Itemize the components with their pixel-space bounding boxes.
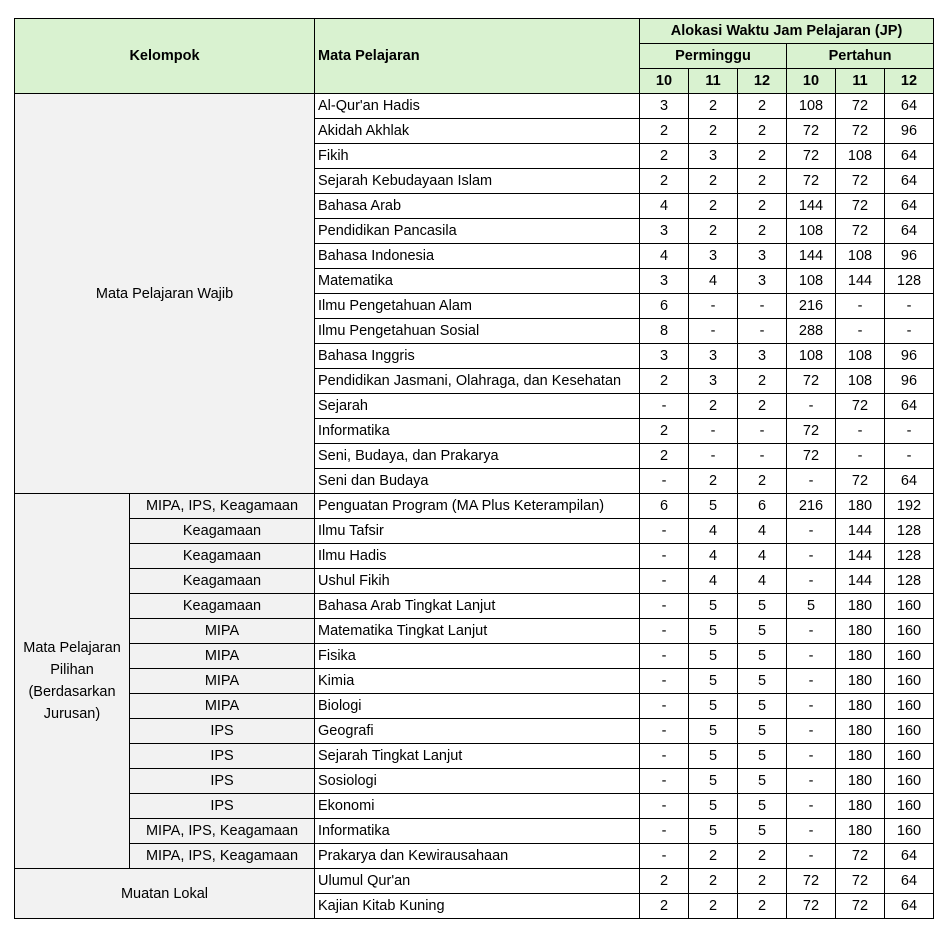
jurusan-cell: IPS <box>130 769 315 794</box>
jp-value-cell: 72 <box>787 169 836 194</box>
jp-value-cell: 2 <box>689 169 738 194</box>
table-row <box>15 719 934 744</box>
jp-value-cell: 108 <box>836 369 885 394</box>
jp-value-cell: 72 <box>836 219 885 244</box>
group-lokal: Muatan Lokal <box>15 869 315 919</box>
jp-value-cell: - <box>738 444 787 469</box>
jp-value-cell: - <box>640 644 689 669</box>
jp-value-cell: 5 <box>689 494 738 519</box>
table-row <box>15 744 934 769</box>
jp-value-cell: 2 <box>738 169 787 194</box>
jp-value-cell: 4 <box>640 244 689 269</box>
table-row <box>15 594 934 619</box>
subject-cell: Sejarah Kebudayaan Islam <box>315 169 640 194</box>
jp-value-cell: 180 <box>836 694 885 719</box>
subject-cell: Geografi <box>315 719 640 744</box>
jp-value-cell: 144 <box>836 519 885 544</box>
jp-value-cell: 64 <box>885 169 934 194</box>
jp-value-cell: 3 <box>738 244 787 269</box>
jp-value-cell: 5 <box>787 594 836 619</box>
jurusan-cell: IPS <box>130 794 315 819</box>
jp-value-cell: 108 <box>787 344 836 369</box>
jp-value-cell: - <box>787 844 836 869</box>
jp-value-cell: - <box>640 519 689 544</box>
jp-value-cell: - <box>689 444 738 469</box>
jp-value-cell: 5 <box>738 819 787 844</box>
subject-cell: Sejarah Tingkat Lanjut <box>315 744 640 769</box>
curriculum-table <box>14 18 934 919</box>
jp-value-cell: 3 <box>640 219 689 244</box>
jp-value-cell: 5 <box>738 594 787 619</box>
jp-value-cell: 5 <box>689 644 738 669</box>
jurusan-cell: MIPA <box>130 694 315 719</box>
jp-value-cell: 72 <box>787 894 836 919</box>
header-alokasi: Alokasi Waktu Jam Pelajaran (JP) <box>640 19 934 44</box>
subject-cell: Bahasa Arab Tingkat Lanjut <box>315 594 640 619</box>
subject-cell: Informatika <box>315 419 640 444</box>
jp-value-cell: 2 <box>689 94 738 119</box>
jp-value-cell: 5 <box>738 694 787 719</box>
jurusan-cell: Keagamaan <box>130 544 315 569</box>
jp-value-cell: 2 <box>738 94 787 119</box>
subject-cell: Fikih <box>315 144 640 169</box>
jp-value-cell: 5 <box>689 794 738 819</box>
jp-value-cell: 64 <box>885 869 934 894</box>
jp-value-cell: - <box>689 294 738 319</box>
jurusan-cell: IPS <box>130 744 315 769</box>
jp-value-cell: 108 <box>836 344 885 369</box>
jp-value-cell: - <box>640 694 689 719</box>
jp-value-cell: 6 <box>640 494 689 519</box>
jp-value-cell: 2 <box>689 894 738 919</box>
jp-value-cell: - <box>640 394 689 419</box>
subject-cell: Ilmu Tafsir <box>315 519 640 544</box>
jurusan-cell: MIPA, IPS, Keagamaan <box>130 494 315 519</box>
jp-value-cell: 144 <box>836 544 885 569</box>
jp-value-cell: 8 <box>640 319 689 344</box>
table-row <box>15 794 934 819</box>
jp-value-cell: 72 <box>787 419 836 444</box>
jurusan-cell: MIPA, IPS, Keagamaan <box>130 844 315 869</box>
subject-cell: Al-Qur'an Hadis <box>315 94 640 119</box>
table-row <box>15 844 934 869</box>
jp-value-cell: 72 <box>836 469 885 494</box>
jurusan-cell: MIPA <box>130 644 315 669</box>
jp-value-cell: 3 <box>689 244 738 269</box>
jp-value-cell: - <box>787 519 836 544</box>
jp-value-cell: 160 <box>885 769 934 794</box>
subject-cell: Ekonomi <box>315 794 640 819</box>
subject-cell: Kimia <box>315 669 640 694</box>
table-row <box>15 569 934 594</box>
jp-value-cell: - <box>689 319 738 344</box>
jp-value-cell: - <box>787 394 836 419</box>
jp-value-cell: 5 <box>738 769 787 794</box>
jp-value-cell: - <box>640 769 689 794</box>
grade-header: 10 <box>640 69 689 94</box>
jp-value-cell: 4 <box>689 519 738 544</box>
jp-value-cell: 6 <box>738 494 787 519</box>
jp-value-cell: 3 <box>689 144 738 169</box>
jp-value-cell: 2 <box>738 869 787 894</box>
jp-value-cell: 2 <box>738 394 787 419</box>
jp-value-cell: 180 <box>836 644 885 669</box>
jp-value-cell: 128 <box>885 519 934 544</box>
jp-value-cell: - <box>640 719 689 744</box>
jp-value-cell: 4 <box>738 569 787 594</box>
jurusan-cell: Keagamaan <box>130 519 315 544</box>
subject-cell: Ilmu Hadis <box>315 544 640 569</box>
jp-value-cell: 2 <box>689 219 738 244</box>
jp-value-cell: - <box>738 319 787 344</box>
jp-value-cell: - <box>640 794 689 819</box>
jp-value-cell: 3 <box>738 344 787 369</box>
jp-value-cell: 160 <box>885 744 934 769</box>
jp-value-cell: 5 <box>689 819 738 844</box>
jp-value-cell: 4 <box>689 544 738 569</box>
table-row <box>15 819 934 844</box>
table-row <box>15 644 934 669</box>
jp-value-cell: - <box>885 294 934 319</box>
header-pertahun: Pertahun <box>787 44 934 69</box>
jp-value-cell: - <box>738 419 787 444</box>
jp-value-cell: - <box>787 719 836 744</box>
grade-header: 12 <box>738 69 787 94</box>
jp-value-cell: 4 <box>689 569 738 594</box>
subject-cell: Sejarah <box>315 394 640 419</box>
subject-cell: Bahasa Arab <box>315 194 640 219</box>
jp-value-cell: 64 <box>885 194 934 219</box>
jp-value-cell: 180 <box>836 719 885 744</box>
jp-value-cell: 2 <box>640 169 689 194</box>
jp-value-cell: 2 <box>689 869 738 894</box>
jp-value-cell: 2 <box>738 894 787 919</box>
jp-value-cell: 72 <box>787 119 836 144</box>
jp-value-cell: 4 <box>738 544 787 569</box>
jp-value-cell: - <box>640 544 689 569</box>
table-row <box>15 544 934 569</box>
jp-value-cell: 180 <box>836 794 885 819</box>
subject-cell: Ushul Fikih <box>315 569 640 594</box>
jp-value-cell: - <box>836 319 885 344</box>
header-mata-pelajaran: Mata Pelajaran <box>315 19 640 94</box>
jp-value-cell: 5 <box>689 719 738 744</box>
jp-value-cell: 2 <box>689 469 738 494</box>
jp-value-cell: 64 <box>885 219 934 244</box>
jp-value-cell: 108 <box>787 94 836 119</box>
jp-value-cell: - <box>640 594 689 619</box>
jp-value-cell: 4 <box>640 194 689 219</box>
jp-value-cell: 64 <box>885 844 934 869</box>
jp-value-cell: 5 <box>738 719 787 744</box>
jurusan-cell: IPS <box>130 719 315 744</box>
jp-value-cell: - <box>787 619 836 644</box>
subject-cell: Prakarya dan Kewirausahaan <box>315 844 640 869</box>
curriculum-table-container <box>14 18 934 919</box>
jp-value-cell: 5 <box>738 619 787 644</box>
group-pilihan: Mata Pelajaran Pilihan (Berdasarkan Jurusan) <box>15 494 130 869</box>
jp-value-cell: - <box>787 744 836 769</box>
jp-value-cell: - <box>885 419 934 444</box>
jp-value-cell: 72 <box>787 444 836 469</box>
jp-value-cell: 144 <box>836 269 885 294</box>
jp-value-cell: 72 <box>836 194 885 219</box>
jp-value-cell: 144 <box>836 569 885 594</box>
table-row <box>15 619 934 644</box>
table-row <box>15 94 934 119</box>
jp-value-cell: 160 <box>885 794 934 819</box>
jp-value-cell: 160 <box>885 819 934 844</box>
header-kelompok: Kelompok <box>15 19 315 94</box>
jp-value-cell: 3 <box>640 344 689 369</box>
jp-value-cell: 3 <box>640 269 689 294</box>
subject-cell: Informatika <box>315 819 640 844</box>
jp-value-cell: - <box>885 319 934 344</box>
jp-value-cell: 4 <box>689 269 738 294</box>
jp-value-cell: 2 <box>640 894 689 919</box>
jp-value-cell: 108 <box>787 269 836 294</box>
jp-value-cell: 64 <box>885 469 934 494</box>
jp-value-cell: 180 <box>836 819 885 844</box>
jp-value-cell: 3 <box>689 369 738 394</box>
jp-value-cell: - <box>787 669 836 694</box>
group-wajib: Mata Pelajaran Wajib <box>15 94 315 494</box>
jp-value-cell: 5 <box>689 669 738 694</box>
jp-value-cell: 6 <box>640 294 689 319</box>
jp-value-cell: 160 <box>885 619 934 644</box>
jp-value-cell: - <box>787 694 836 719</box>
subject-cell: Fisika <box>315 644 640 669</box>
jp-value-cell: - <box>640 819 689 844</box>
jurusan-cell: Keagamaan <box>130 594 315 619</box>
jp-value-cell: 2 <box>640 444 689 469</box>
jp-value-cell: 2 <box>689 194 738 219</box>
jp-value-cell: 160 <box>885 594 934 619</box>
subject-cell: Akidah Akhlak <box>315 119 640 144</box>
jp-value-cell: 2 <box>738 144 787 169</box>
jp-value-cell: - <box>787 569 836 594</box>
jp-value-cell: 2 <box>640 144 689 169</box>
subject-cell: Seni dan Budaya <box>315 469 640 494</box>
jp-value-cell: 3 <box>738 269 787 294</box>
jp-value-cell: 5 <box>738 744 787 769</box>
subject-cell: Kajian Kitab Kuning <box>315 894 640 919</box>
grade-header: 10 <box>787 69 836 94</box>
jp-value-cell: 2 <box>738 469 787 494</box>
jp-value-cell: 288 <box>787 319 836 344</box>
grade-header: 11 <box>836 69 885 94</box>
jp-value-cell: 5 <box>689 694 738 719</box>
jp-value-cell: - <box>787 644 836 669</box>
jp-value-cell: 5 <box>689 769 738 794</box>
table-row <box>15 519 934 544</box>
jp-value-cell: - <box>640 569 689 594</box>
jp-value-cell: - <box>640 844 689 869</box>
table-row <box>15 869 934 894</box>
jp-value-cell: 160 <box>885 644 934 669</box>
jurusan-cell: MIPA <box>130 669 315 694</box>
jp-value-cell: 5 <box>689 744 738 769</box>
table-body <box>15 94 934 919</box>
jp-value-cell: 64 <box>885 394 934 419</box>
subject-cell: Ilmu Pengetahuan Alam <box>315 294 640 319</box>
jurusan-cell: MIPA, IPS, Keagamaan <box>130 819 315 844</box>
jp-value-cell: 108 <box>836 144 885 169</box>
subject-cell: Biologi <box>315 694 640 719</box>
jp-value-cell: 72 <box>836 94 885 119</box>
jp-value-cell: 5 <box>738 794 787 819</box>
jp-value-cell: 96 <box>885 344 934 369</box>
jp-value-cell: 72 <box>787 144 836 169</box>
jp-value-cell: 2 <box>738 119 787 144</box>
jp-value-cell: 72 <box>836 844 885 869</box>
jp-value-cell: 216 <box>787 494 836 519</box>
jp-value-cell: 72 <box>836 394 885 419</box>
grade-header: 11 <box>689 69 738 94</box>
jp-value-cell: - <box>787 794 836 819</box>
jp-value-cell: 2 <box>640 419 689 444</box>
jp-value-cell: 180 <box>836 744 885 769</box>
jp-value-cell: 144 <box>787 244 836 269</box>
jp-value-cell: 2 <box>738 194 787 219</box>
jp-value-cell: 108 <box>787 219 836 244</box>
jp-value-cell: 2 <box>738 844 787 869</box>
jp-value-cell: 160 <box>885 719 934 744</box>
jp-value-cell: 64 <box>885 894 934 919</box>
jp-value-cell: 128 <box>885 569 934 594</box>
jp-value-cell: 96 <box>885 369 934 394</box>
subject-cell: Bahasa Indonesia <box>315 244 640 269</box>
jp-value-cell: 2 <box>738 369 787 394</box>
subject-cell: Ulumul Qur'an <box>315 869 640 894</box>
jp-value-cell: 128 <box>885 269 934 294</box>
jp-value-cell: 5 <box>689 619 738 644</box>
jp-value-cell: - <box>836 294 885 319</box>
jp-value-cell: 180 <box>836 769 885 794</box>
jp-value-cell: 5 <box>689 594 738 619</box>
jp-value-cell: - <box>738 294 787 319</box>
jp-value-cell: 108 <box>836 244 885 269</box>
subject-cell: Matematika <box>315 269 640 294</box>
jp-value-cell: 192 <box>885 494 934 519</box>
jp-value-cell: 180 <box>836 594 885 619</box>
jp-value-cell: 96 <box>885 244 934 269</box>
table-row <box>15 694 934 719</box>
jp-value-cell: - <box>787 819 836 844</box>
jp-value-cell: 180 <box>836 494 885 519</box>
jp-value-cell: - <box>640 469 689 494</box>
jp-value-cell: 3 <box>640 94 689 119</box>
subject-cell: Matematika Tingkat Lanjut <box>315 619 640 644</box>
subject-cell: Pendidikan Pancasila <box>315 219 640 244</box>
jp-value-cell: 64 <box>885 94 934 119</box>
jp-value-cell: 3 <box>689 344 738 369</box>
jurusan-cell: MIPA <box>130 619 315 644</box>
jp-value-cell: - <box>787 469 836 494</box>
jp-value-cell: - <box>640 619 689 644</box>
jp-value-cell: 5 <box>738 644 787 669</box>
jp-value-cell: 2 <box>689 394 738 419</box>
jp-value-cell: 180 <box>836 669 885 694</box>
jp-value-cell: 216 <box>787 294 836 319</box>
header-perminggu: Perminggu <box>640 44 787 69</box>
table-header <box>15 19 934 94</box>
jp-value-cell: 2 <box>640 869 689 894</box>
jp-value-cell: 5 <box>738 669 787 694</box>
jp-value-cell: - <box>640 744 689 769</box>
jp-value-cell: 160 <box>885 694 934 719</box>
jp-value-cell: 72 <box>787 369 836 394</box>
jp-value-cell: - <box>836 444 885 469</box>
grade-header: 12 <box>885 69 934 94</box>
table-row <box>15 769 934 794</box>
table-row <box>15 494 934 519</box>
jp-value-cell: - <box>689 419 738 444</box>
jp-value-cell: - <box>836 419 885 444</box>
jp-value-cell: 2 <box>738 219 787 244</box>
subject-cell: Ilmu Pengetahuan Sosial <box>315 319 640 344</box>
subject-cell: Sosiologi <box>315 769 640 794</box>
jp-value-cell: 2 <box>640 119 689 144</box>
subject-cell: Pendidikan Jasmani, Olahraga, dan Kesehatan <box>315 369 640 394</box>
jp-value-cell: 2 <box>689 844 738 869</box>
subject-cell: Seni, Budaya, dan Prakarya <box>315 444 640 469</box>
jp-value-cell: 72 <box>836 119 885 144</box>
jp-value-cell: 96 <box>885 119 934 144</box>
jp-value-cell: - <box>640 669 689 694</box>
jp-value-cell: - <box>787 769 836 794</box>
jurusan-cell: Keagamaan <box>130 569 315 594</box>
jp-value-cell: 4 <box>738 519 787 544</box>
jp-value-cell: 72 <box>787 869 836 894</box>
jp-value-cell: 180 <box>836 619 885 644</box>
jp-value-cell: - <box>787 544 836 569</box>
jp-value-cell: 2 <box>689 119 738 144</box>
jp-value-cell: 160 <box>885 669 934 694</box>
table-row <box>15 669 934 694</box>
jp-value-cell: - <box>885 444 934 469</box>
subject-cell: Penguatan Program (MA Plus Keterampilan) <box>315 494 640 519</box>
jp-value-cell: 128 <box>885 544 934 569</box>
subject-cell: Bahasa Inggris <box>315 344 640 369</box>
jp-value-cell: 144 <box>787 194 836 219</box>
jp-value-cell: 2 <box>640 369 689 394</box>
jp-value-cell: 72 <box>836 169 885 194</box>
jp-value-cell: 72 <box>836 894 885 919</box>
jp-value-cell: 72 <box>836 869 885 894</box>
jp-value-cell: 64 <box>885 144 934 169</box>
